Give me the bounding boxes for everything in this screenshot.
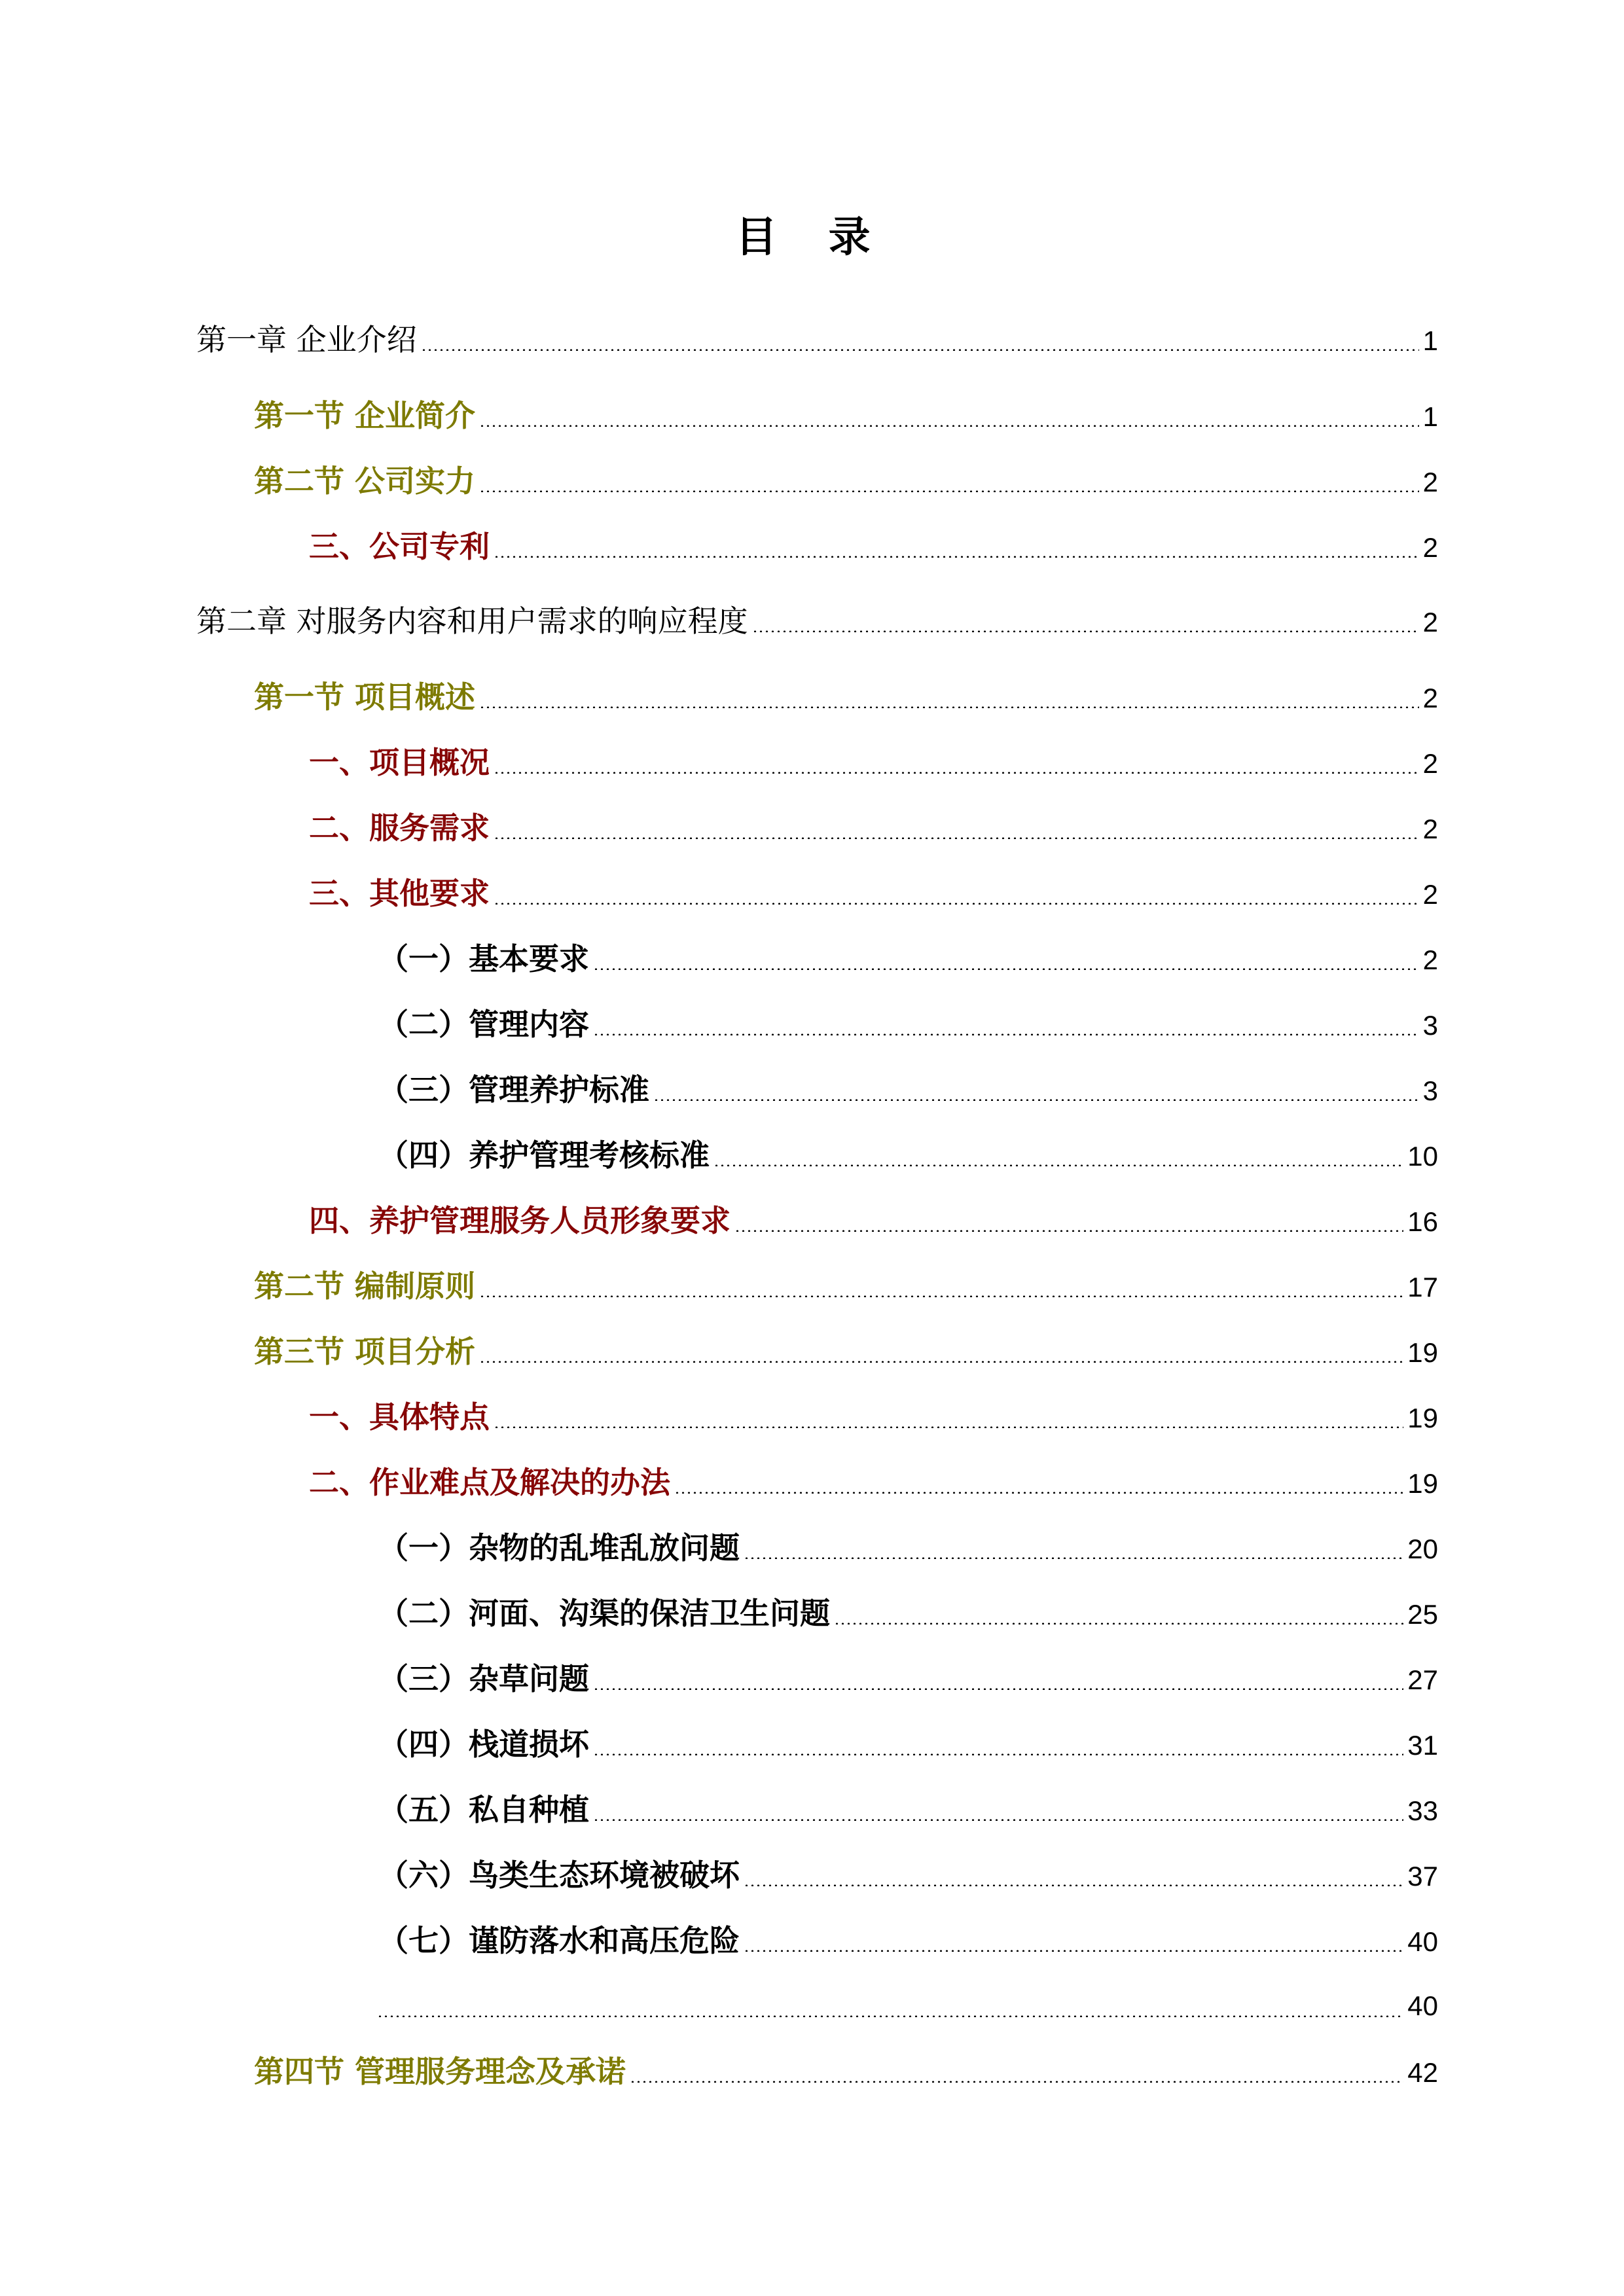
toc-entry-label: （一）杂物的乱堆乱放问题 (378, 1530, 740, 1566)
toc-entry[interactable] (254, 1263, 1438, 1309)
toc-page-number: 19 (1407, 1337, 1438, 1368)
toc-leader-dots (674, 1492, 1403, 1494)
toc-entry[interactable] (196, 598, 1438, 644)
toc-page-number: 42 (1407, 2057, 1438, 2088)
toc-entry[interactable] (309, 1460, 1438, 1505)
toc-page-number: 3 (1422, 1075, 1438, 1106)
toc-page-number: 40 (1407, 1926, 1438, 1957)
toc-page-number: 19 (1407, 1403, 1438, 1433)
toc-entry[interactable] (254, 2049, 1438, 2094)
toc-entry-label: （三）管理养护标准 (378, 1072, 649, 1107)
toc-title: 目 录 (735, 213, 889, 262)
toc-leader-dots (479, 490, 1419, 492)
toc-page-number: 3 (1422, 1010, 1438, 1041)
toc-entry[interactable] (309, 524, 1438, 569)
toc-leader-dots (377, 2015, 1403, 2017)
toc-page-number: 37 (1407, 1861, 1438, 1892)
toc-entry[interactable] (378, 1656, 1438, 1702)
toc-entry[interactable] (254, 674, 1438, 720)
toc-entry-label: 第二节 编制原则 (254, 1268, 476, 1304)
toc-page-number: 10 (1407, 1141, 1438, 1172)
toc-entry-label: 第二章 对服务内容和用户需求的响应程度 (196, 603, 748, 639)
toc-entry-label: （二）管理内容 (378, 1007, 589, 1042)
toc-leader-dots (494, 1426, 1403, 1428)
toc-page-number: 19 (1407, 1468, 1438, 1499)
toc-entry[interactable] (378, 1721, 1438, 1767)
toc-leader-dots (593, 1033, 1419, 1035)
toc-entry-label: 第一节 企业简介 (254, 398, 476, 433)
toc-entry-label: （四）养护管理考核标准 (378, 1138, 710, 1173)
toc-entry-label: 二、作业难点及解决的办法 (309, 1465, 670, 1500)
toc-entry-label: （五）私自种植 (378, 1792, 589, 1827)
toc-leader-dots (593, 968, 1419, 970)
toc-page-number: 2 (1422, 879, 1438, 910)
toc-leader-dots (494, 556, 1419, 558)
toc-entry[interactable] (309, 1394, 1438, 1440)
toc-page-number: 27 (1407, 1664, 1438, 1695)
toc-entry[interactable] (196, 317, 1438, 363)
toc-page-number: 33 (1407, 1795, 1438, 1826)
toc-page-number: 40 (1407, 1990, 1438, 2021)
toc-leader-dots (479, 706, 1419, 708)
toc-leader-dots (593, 1753, 1403, 1755)
toc-entry[interactable] (254, 1329, 1438, 1374)
toc-leader-dots (744, 1557, 1403, 1559)
toc-leader-dots (593, 1688, 1403, 1690)
toc-entry-label: 三、其他要求 (309, 876, 490, 911)
toc-entry[interactable] (378, 1132, 1438, 1178)
toc-entry[interactable] (309, 870, 1438, 916)
toc-entry-label: （二）河面、沟渠的保洁卫生问题 (378, 1596, 830, 1631)
toc-entry[interactable] (378, 1067, 1438, 1113)
toc-entry-label: 二、服务需求 (309, 810, 490, 846)
toc-leader-dots (834, 1623, 1403, 1624)
toc-leader-dots (479, 425, 1419, 427)
toc-leader-dots (630, 2081, 1403, 2083)
toc-entry-label: 三、公司专利 (309, 529, 490, 564)
toc-page-number: 20 (1407, 1534, 1438, 1564)
toc-leader-dots (752, 630, 1419, 632)
toc-page-number: 2 (1422, 683, 1438, 713)
toc-leader-dots (744, 1884, 1403, 1886)
toc-entry-label: 第四节 管理服务理念及承诺 (254, 2054, 626, 2089)
toc-leader-dots (593, 1819, 1403, 1821)
toc-page-number: 31 (1407, 1730, 1438, 1761)
toc-page-number: 2 (1422, 814, 1438, 844)
toc-entry-label: （四）栈道损坏 (378, 1727, 589, 1762)
toc-leader-dots (421, 349, 1419, 351)
toc-entry[interactable] (378, 1590, 1438, 1636)
toc-entry[interactable] (378, 1525, 1438, 1571)
toc-entry-label: 一、具体特点 (309, 1399, 490, 1435)
toc-leader-dots (479, 1295, 1403, 1297)
toc-entry-label: （一）基本要求 (378, 941, 589, 977)
toc-page-number: 2 (1422, 748, 1438, 779)
toc-page-number: 2 (1422, 532, 1438, 563)
toc-page-number: 2 (1422, 607, 1438, 637)
toc-entry-label: 第一节 项目概述 (254, 679, 476, 715)
toc-leader-dots (744, 1950, 1403, 1952)
toc-leader-dots (713, 1164, 1403, 1166)
toc-entry-label: 第二节 公司实力 (254, 463, 476, 499)
toc-entry-label: 第三节 项目分析 (254, 1334, 476, 1369)
toc-entry[interactable] (309, 740, 1438, 785)
toc-leader-dots (653, 1099, 1419, 1101)
toc-entry[interactable] (378, 1852, 1438, 1898)
toc-entry[interactable] (378, 936, 1438, 982)
toc-entry[interactable] (378, 1001, 1438, 1047)
toc-page-number: 25 (1407, 1599, 1438, 1630)
toc-page-number: 1 (1422, 401, 1438, 432)
toc-entry[interactable] (378, 1918, 1438, 1964)
toc-entry-label: （七）谨防落水和高压危险 (378, 1923, 740, 1958)
toc-entry-label: （三）杂草问题 (378, 1661, 589, 1696)
toc-entry-label: 四、养护管理服务人员形象要求 (309, 1203, 731, 1238)
toc-entry[interactable] (254, 458, 1438, 504)
toc-entry[interactable] (254, 393, 1438, 439)
toc-page-number: 16 (1407, 1206, 1438, 1237)
toc-entry-label: 第一章 企业介绍 (196, 322, 417, 357)
toc-page-number: 17 (1407, 1272, 1438, 1302)
toc-entry[interactable] (309, 805, 1438, 851)
toc-entry-label: （六）鸟类生态环境被破坏 (378, 1857, 740, 1893)
toc-leader-dots (479, 1361, 1403, 1363)
toc-page-number: 2 (1422, 467, 1438, 497)
toc-page-number: 2 (1422, 944, 1438, 975)
toc-entry[interactable] (373, 1983, 1438, 2029)
toc-leader-dots (734, 1230, 1403, 1232)
toc-entry[interactable] (378, 1787, 1438, 1833)
toc-leader-dots (494, 903, 1419, 905)
toc-leader-dots (494, 837, 1419, 839)
toc-entry[interactable] (309, 1198, 1438, 1244)
toc-page-number: 1 (1422, 325, 1438, 356)
toc-leader-dots (494, 772, 1419, 774)
toc-entry-label: 一、项目概况 (309, 745, 490, 780)
